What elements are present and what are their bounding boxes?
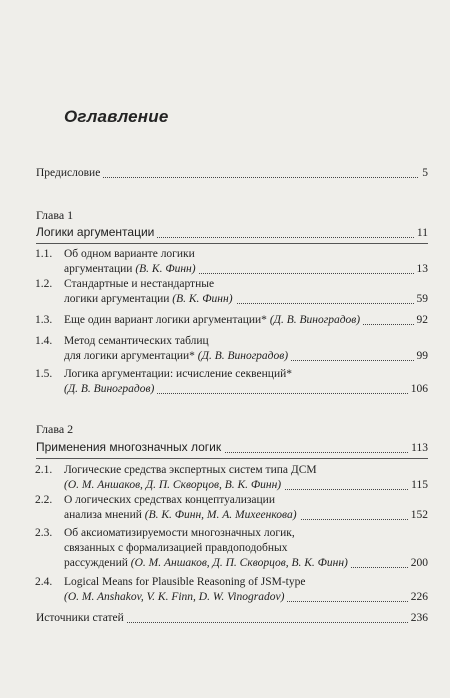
entry-line: Еще один вариант логики аргументации* bbox=[64, 314, 267, 326]
page-title: Оглавление bbox=[64, 107, 169, 126]
entry-line: О логических средствах концептуализации bbox=[64, 494, 275, 506]
entry-line: логики аргументации bbox=[64, 293, 170, 305]
entry-line: Логические средства экспертных систем типа ДСМ bbox=[64, 464, 317, 476]
entry-authors: (О. М. Аншаков, Д. П. Скворцов, В. К. Финн) bbox=[130, 557, 348, 569]
chapter-title-row[interactable] bbox=[36, 440, 428, 456]
section-number: 1.5. bbox=[35, 368, 53, 380]
toc-entry[interactable] bbox=[35, 334, 428, 364]
entry-line: Стандартные и нестандартные bbox=[64, 278, 215, 290]
entry-line: Метод семантических таблиц bbox=[64, 335, 209, 347]
entry-page: 226 bbox=[408, 590, 428, 605]
entry-title: Источники статей bbox=[36, 612, 127, 624]
toc-entry[interactable] bbox=[35, 367, 428, 397]
chapter-title: Логики аргументации bbox=[36, 225, 157, 239]
section-number: 1.4. bbox=[35, 335, 53, 347]
section-number: 1.2. bbox=[35, 278, 53, 290]
entry-line: Логика аргументации: исчисление секвенций* bbox=[64, 368, 293, 380]
entry-page: 113 bbox=[408, 441, 428, 456]
entry-line: аргументации bbox=[64, 263, 133, 275]
entry-authors: (В. К. Финн, М. А. Михеенкова) bbox=[144, 509, 297, 521]
toc-entry[interactable] bbox=[35, 247, 428, 277]
entry-page: 200 bbox=[408, 556, 428, 571]
chapter-rule bbox=[36, 243, 428, 244]
entry-authors: (В. К. Финн) bbox=[172, 293, 233, 305]
entry-line: связанных с формализацией правдоподобных bbox=[64, 542, 288, 554]
toc-entry[interactable] bbox=[35, 277, 428, 307]
entry-page: 59 bbox=[414, 292, 429, 307]
entry-page: 92 bbox=[414, 313, 429, 328]
toc-entry[interactable] bbox=[35, 575, 428, 605]
toc-entry-preface[interactable] bbox=[36, 166, 428, 181]
chapter-label: Глава 2 bbox=[36, 422, 74, 436]
chapter-rule bbox=[36, 458, 428, 459]
entry-authors: (О. М. Аншаков, Д. П. Скворцов, В. К. Финн) bbox=[64, 479, 284, 491]
entry-line: Logical Means for Plausible Reasoning of JSM-type bbox=[64, 576, 306, 588]
entry-line: Об аксиоматизируемости многозначных логик, bbox=[64, 527, 295, 539]
entry-line: рассуждений bbox=[64, 557, 128, 569]
toc-entry[interactable] bbox=[35, 313, 428, 328]
chapter-title: Применения многозначных логик bbox=[36, 440, 224, 454]
entry-authors: (Д. В. Виноградов) bbox=[269, 314, 361, 326]
entry-line: анализа мнений bbox=[64, 509, 142, 521]
entry-page: 236 bbox=[408, 611, 428, 626]
section-number: 2.4. bbox=[35, 576, 53, 588]
section-number: 1.3. bbox=[35, 314, 53, 326]
entry-authors: (Д. В. Виноградов) bbox=[64, 383, 157, 395]
section-number: 2.3. bbox=[35, 527, 53, 539]
chapter-label: Глава 1 bbox=[36, 208, 74, 222]
chapter-title-row[interactable] bbox=[36, 225, 428, 241]
entry-page: 99 bbox=[414, 349, 429, 364]
entry-authors: (O. M. Anshakov, V. K. Finn, D. W. Vinogradov) bbox=[64, 591, 287, 603]
entry-line: для логики аргументации* bbox=[64, 350, 195, 362]
section-number: 2.1. bbox=[35, 464, 53, 476]
entry-title: Предисловие bbox=[36, 167, 103, 179]
entry-page: 5 bbox=[419, 166, 428, 181]
entry-authors: (В. К. Финн) bbox=[135, 263, 196, 275]
toc-entry-sources[interactable] bbox=[36, 611, 428, 626]
entry-page: 13 bbox=[414, 262, 429, 277]
entry-page: 106 bbox=[408, 382, 428, 397]
entry-authors: (Д. В. Виноградов) bbox=[197, 350, 289, 362]
entry-page: 11 bbox=[414, 226, 428, 241]
entry-line: Об одном варианте логики bbox=[64, 248, 195, 260]
entry-page: 152 bbox=[408, 508, 428, 523]
section-number: 1.1. bbox=[35, 248, 53, 260]
toc-entry[interactable] bbox=[35, 493, 428, 523]
toc-entry[interactable] bbox=[35, 526, 428, 571]
entry-page: 115 bbox=[408, 478, 428, 493]
toc-entry[interactable] bbox=[35, 463, 428, 493]
section-number: 2.2. bbox=[35, 494, 53, 506]
